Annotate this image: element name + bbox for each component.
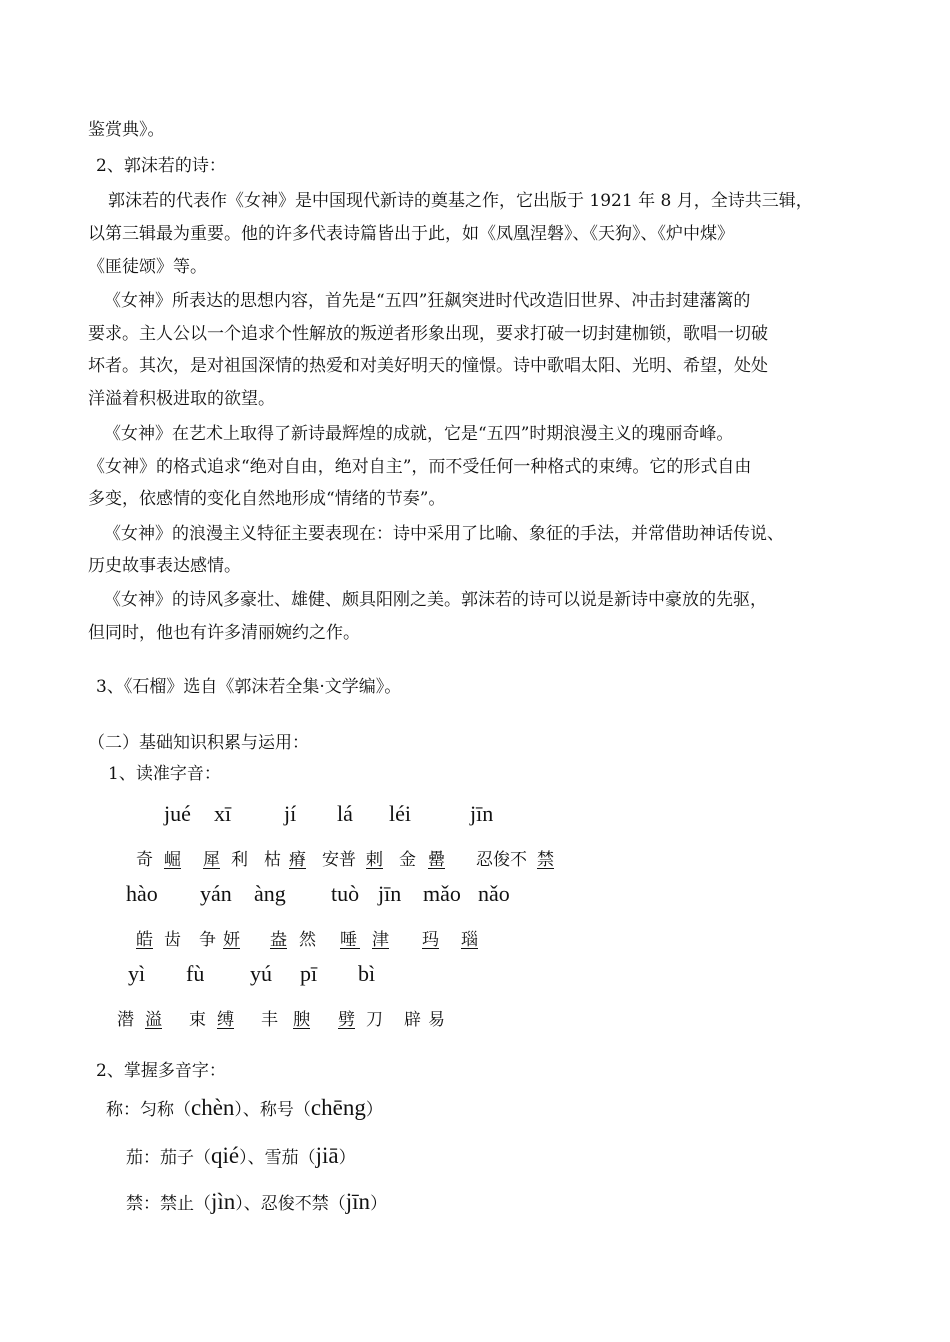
pinyin: jīn — [470, 801, 494, 826]
hanzi-underlined: 缚 — [217, 1010, 234, 1030]
pinyin: pī — [300, 961, 318, 986]
hanzi: 忍俊不 — [476, 850, 527, 870]
poly-text: 禁：禁止（ — [126, 1194, 211, 1214]
paragraph-line: 以第三辑最为重要。他的许多代表诗篇皆出于此，如《凤凰涅磐》、《天狗》、《炉中煤》 — [88, 224, 734, 244]
paragraph-line: 《女神》所表达的思想内容，首先是“五四”狂飙突进时代改造旧世界、冲击封建藩篱的 — [104, 291, 751, 311]
paragraph-line: 要求。主人公以一个追求个性解放的叛逆者形象出现，要求打破一切封建枷锁，歌唱一切破 — [88, 324, 768, 344]
hanzi: 金 — [399, 850, 416, 870]
top-line: 鉴赏典》。 — [88, 120, 165, 140]
hanzi: 辟 — [404, 1010, 421, 1030]
hanzi: 易 — [428, 1010, 445, 1030]
hanzi: 利 — [231, 850, 248, 870]
hanzi-underlined: 瘠 — [289, 850, 306, 870]
pinyin: bì — [358, 961, 376, 986]
hanzi-underlined: 津 — [372, 930, 389, 950]
hanzi: 枯 — [264, 850, 281, 870]
pinyin: léi — [389, 801, 411, 826]
section-heading-basic-knowledge: （二）基础知识积累与运用： — [88, 733, 309, 753]
pinyin: jué — [164, 801, 191, 826]
pinyin: yú — [250, 961, 272, 986]
pinyin: qié — [211, 1143, 240, 1168]
hanzi: 安普 — [322, 850, 356, 870]
paragraph-line: 历史故事表达感情。 — [88, 556, 241, 576]
paragraph-line: 坏者。其次，是对祖国深情的热爱和对美好明天的憧憬。诗中歌唱太阳、光明、希望，处处 — [88, 356, 768, 376]
pinyin: chèn — [191, 1095, 235, 1120]
hanzi-underlined: 犀 — [203, 850, 220, 870]
pinyin: hào — [126, 881, 158, 906]
pinyin: chēng — [310, 1095, 366, 1120]
paragraph-line: 《女神》的浪漫主义特征主要表现在：诗中采用了比喻、象征的手法，并常借助神话传说、 — [104, 524, 784, 544]
hanzi-underlined: 罍 — [428, 850, 445, 870]
hanzi: 齿 — [164, 930, 181, 950]
pinyin: lá — [337, 801, 353, 826]
hanzi-underlined: 劈 — [338, 1010, 355, 1030]
hanzi-underlined: 妍 — [223, 930, 240, 950]
hanzi-underlined: 腴 — [293, 1010, 310, 1030]
question-2-heading: 2、掌握多音字： — [96, 1061, 226, 1081]
hanzi: 丰 — [261, 1010, 278, 1030]
pinyin: yán — [200, 881, 232, 906]
question-1-heading: 1、读准字音： — [108, 764, 221, 784]
paragraph-line: 《女神》的格式追求“绝对自由，绝对自主”，而不受任何一种格式的束缚。它的形式自由 — [88, 457, 752, 477]
paragraph-line: 《女神》在艺术上取得了新诗最辉煌的成就，它是“五四”时期浪漫主义的瑰丽奇峰。 — [104, 424, 734, 444]
hanzi: 潜 — [117, 1010, 134, 1030]
poly-text: ） — [338, 1148, 356, 1168]
section-2-heading: 2、郭沫若的诗： — [96, 156, 226, 176]
poly-text: ） — [365, 1100, 383, 1120]
hanzi-underlined: 禁 — [537, 850, 554, 870]
hanzi: 争 — [199, 930, 216, 950]
poly-text: ）、忍俊不禁（ — [235, 1194, 346, 1214]
poly-text: 茄：茄子（ — [126, 1148, 211, 1168]
polyphonic-line — [126, 1143, 356, 1168]
hanzi: 刀 — [366, 1010, 383, 1030]
hanzi-underlined: 剌 — [366, 850, 383, 870]
pinyin: mǎo — [423, 881, 461, 906]
polyphonic-line — [126, 1189, 388, 1214]
section-3-line: 3、《石榴》选自《郭沫若全集·文学编》。 — [96, 677, 402, 697]
hanzi: 奇 — [136, 850, 153, 870]
pinyin: jīn — [345, 1189, 371, 1214]
pinyin: àng — [254, 881, 286, 906]
hanzi: 束 — [189, 1010, 206, 1030]
polyphonic-line — [106, 1095, 383, 1120]
paragraph-line: 《女神》的诗风多豪壮、雄健、颇具阳刚之美。郭沫若的诗可以说是新诗中豪放的先驱， — [104, 590, 767, 610]
pinyin: fù — [186, 961, 205, 986]
hanzi-underlined: 瑙 — [461, 930, 478, 950]
paragraph-line: 但同时，他也有许多清丽婉约之作。 — [88, 623, 360, 643]
pinyin: tuò — [331, 881, 360, 906]
hanzi-underlined: 皓 — [136, 930, 153, 950]
poly-text: ） — [370, 1194, 388, 1214]
hanzi-underlined: 崛 — [164, 850, 181, 870]
pinyin: nǎo — [478, 881, 510, 906]
poly-text: ）、雪茄（ — [239, 1148, 316, 1168]
pinyin: xī — [214, 801, 232, 826]
hanzi-underlined: 玛 — [422, 930, 439, 950]
pinyin: jiā — [315, 1143, 339, 1168]
hanzi: 然 — [299, 930, 316, 950]
paragraph-line: 洋溢着积极进取的欲望。 — [88, 389, 275, 409]
paragraph-line: 《匪徒颂》等。 — [88, 257, 207, 277]
pinyin: jīn — [378, 881, 402, 906]
pinyin: yì — [128, 961, 146, 986]
hanzi-underlined: 唾 — [340, 930, 360, 950]
pinyin: jìn — [211, 1189, 236, 1214]
poly-text: 称：匀称（ — [106, 1100, 191, 1120]
hanzi-underlined: 盎 — [270, 930, 287, 950]
paragraph-line: 郭沫若的代表作《女神》是中国现代新诗的奠基之作，它出版于 1921 年 8 月，全诗共三辑， — [108, 191, 813, 211]
hanzi-underlined: 溢 — [145, 1010, 162, 1030]
paragraph-line: 多变，依感情的变化自然地形成“情绪的节奏”。 — [88, 489, 446, 509]
pinyin: jí — [284, 801, 297, 826]
poly-text: ）、称号（ — [234, 1100, 311, 1120]
